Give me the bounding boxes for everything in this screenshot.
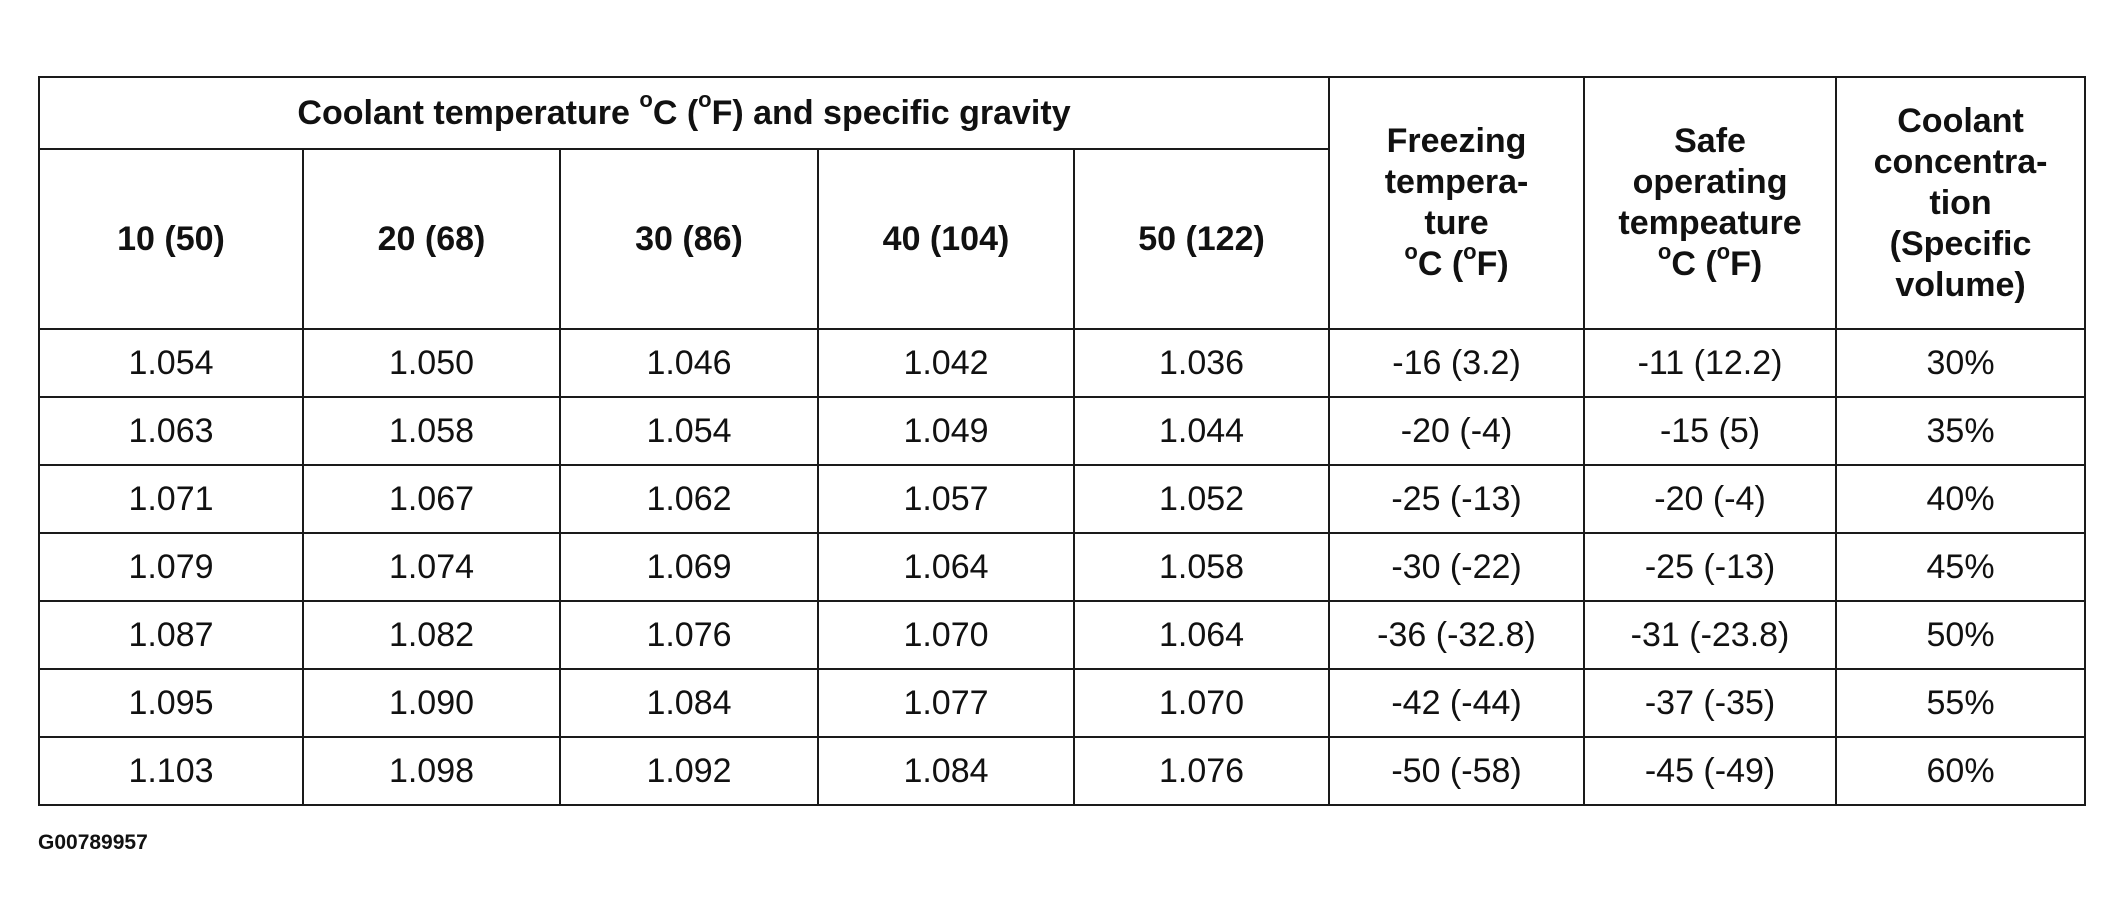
gravity-20c-cell: 1.074 [303, 533, 560, 601]
gravity-40c-cell: 1.057 [818, 465, 1074, 533]
table-row [39, 329, 2085, 397]
temperature-column-header: 40 (104) [818, 149, 1074, 329]
safe-temp-cell: -25 (-13) [1584, 533, 1836, 601]
gravity-20c-cell: 1.058 [303, 397, 560, 465]
concentration-cell: 55% [1836, 669, 2085, 737]
gravity-50c-cell: 1.058 [1074, 533, 1329, 601]
temperature-column-header: 10 (50) [39, 149, 303, 329]
gravity-40c-cell: 1.049 [818, 397, 1074, 465]
gravity-20c-cell: 1.050 [303, 329, 560, 397]
table-row [39, 601, 2085, 669]
concentration-cell: 40% [1836, 465, 2085, 533]
gravity-10c-cell: 1.079 [39, 533, 303, 601]
freezing-temperature-header: Freezing tempera- ture $^o$C ($^o$F) [1329, 77, 1584, 329]
table-row [39, 737, 2085, 805]
gravity-40c-cell: 1.064 [818, 533, 1074, 601]
concentration-cell: 45% [1836, 533, 2085, 601]
gravity-50c-cell: 1.064 [1074, 601, 1329, 669]
figure-id: G00789957 [38, 831, 148, 854]
gravity-20c-cell: 1.090 [303, 669, 560, 737]
freezing-temp-cell: -25 (-13) [1329, 465, 1584, 533]
gravity-10c-cell: 1.087 [39, 601, 303, 669]
concentration-cell: 35% [1836, 397, 2085, 465]
coolant-concentration-header: Coolant concentra- tion (Specific volume) [1836, 77, 2085, 329]
gravity-30c-cell: 1.054 [560, 397, 818, 465]
gravity-30c-cell: 1.084 [560, 669, 818, 737]
safe-temp-cell: -45 (-49) [1584, 737, 1836, 805]
gravity-30c-cell: 1.062 [560, 465, 818, 533]
table-row [39, 533, 2085, 601]
freezing-temp-cell: -36 (-32.8) [1329, 601, 1584, 669]
freezing-temp-cell: -20 (-4) [1329, 397, 1584, 465]
gravity-40c-cell: 1.077 [818, 669, 1074, 737]
gravity-50c-cell: 1.044 [1074, 397, 1329, 465]
gravity-10c-cell: 1.095 [39, 669, 303, 737]
gravity-20c-cell: 1.082 [303, 601, 560, 669]
gravity-40c-cell: 1.070 [818, 601, 1074, 669]
table-body [39, 329, 2085, 805]
gravity-30c-cell: 1.076 [560, 601, 818, 669]
gravity-30c-cell: 1.069 [560, 533, 818, 601]
freezing-temp-cell: -30 (-22) [1329, 533, 1584, 601]
table-row [39, 397, 2085, 465]
table-row [39, 669, 2085, 737]
gravity-50c-cell: 1.076 [1074, 737, 1329, 805]
specific-gravity-group-header: Coolant temperature $^o$C ($^o$F) and specific gravity [39, 77, 1329, 149]
safe-operating-temperature-header: Safe operating tempeature $^o$C ($^o$F) [1584, 77, 1836, 329]
gravity-10c-cell: 1.054 [39, 329, 303, 397]
safe-temp-cell: -15 (5) [1584, 397, 1836, 465]
concentration-cell: 50% [1836, 601, 2085, 669]
gravity-30c-cell: 1.046 [560, 329, 818, 397]
gravity-50c-cell: 1.052 [1074, 465, 1329, 533]
freezing-temp-cell: -42 (-44) [1329, 669, 1584, 737]
temperature-column-header: 30 (86) [560, 149, 818, 329]
gravity-20c-cell: 1.067 [303, 465, 560, 533]
safe-temp-cell: -37 (-35) [1584, 669, 1836, 737]
gravity-20c-cell: 1.098 [303, 737, 560, 805]
safe-temp-cell: -31 (-23.8) [1584, 601, 1836, 669]
safe-temp-cell: -11 (12.2) [1584, 329, 1836, 397]
gravity-10c-cell: 1.103 [39, 737, 303, 805]
header-row-top [39, 77, 2085, 149]
gravity-30c-cell: 1.092 [560, 737, 818, 805]
gravity-10c-cell: 1.071 [39, 465, 303, 533]
temperature-column-header: 20 (68) [303, 149, 560, 329]
table-row [39, 465, 2085, 533]
gravity-50c-cell: 1.070 [1074, 669, 1329, 737]
concentration-cell: 30% [1836, 329, 2085, 397]
freezing-temp-cell: -50 (-58) [1329, 737, 1584, 805]
gravity-10c-cell: 1.063 [39, 397, 303, 465]
safe-temp-cell: -20 (-4) [1584, 465, 1836, 533]
concentration-cell: 60% [1836, 737, 2085, 805]
temperature-column-header: 50 (122) [1074, 149, 1329, 329]
gravity-40c-cell: 1.042 [818, 329, 1074, 397]
freezing-temp-cell: -16 (3.2) [1329, 329, 1584, 397]
gravity-50c-cell: 1.036 [1074, 329, 1329, 397]
coolant-table [38, 76, 2086, 806]
gravity-40c-cell: 1.084 [818, 737, 1074, 805]
